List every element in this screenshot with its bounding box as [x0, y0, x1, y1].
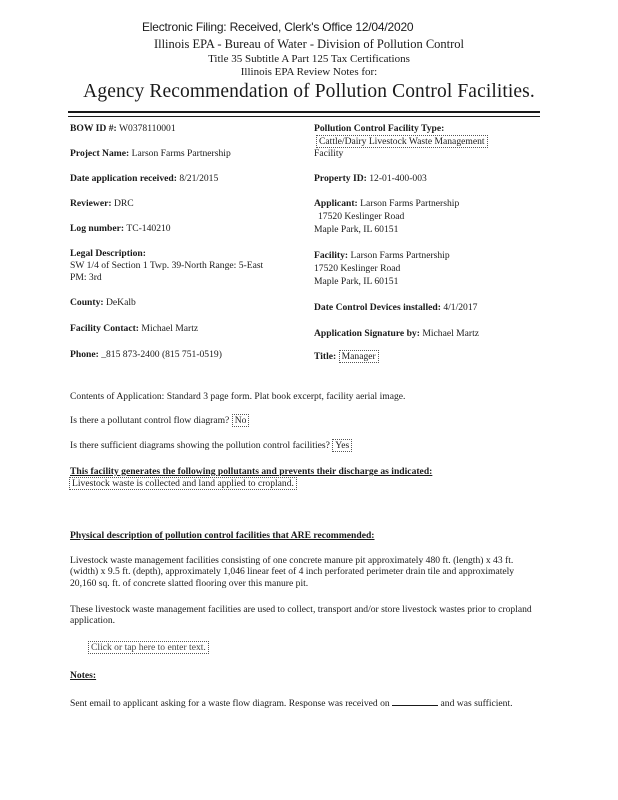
log-number-value: TC-140210	[126, 223, 171, 234]
installed-date-label: Date Control Devices installed:	[314, 302, 441, 313]
physical-description-paragraph-2: These livestock waste management facilities are used to collect, transport and/or store livestock wastes prior to cropland application.	[70, 604, 532, 627]
flow-diagram-question	[70, 415, 249, 426]
physical-description-heading: Physical description of pollution control facilities that ARE recommended:	[70, 530, 375, 541]
title-field	[314, 351, 379, 362]
applicant-field	[314, 198, 459, 209]
contents-of-application: Contents of Application: Standard 3 page form. Plat book excerpt, facility aerial image.	[70, 391, 406, 402]
response-date-blank[interactable]	[392, 697, 438, 706]
header-review-notes-line: Illinois EPA Review Notes for:	[240, 66, 378, 78]
header-title35-line: Title 35 Subtitle A Part 125 Tax Certifications	[208, 53, 410, 65]
log-number-label: Log number:	[70, 223, 125, 234]
legal-description-line1: SW 1/4 of Section 1 Twp. 39-North Range: 5-East	[70, 260, 264, 271]
phone-value: _815 873-2400 (815 751-0519)	[101, 349, 222, 360]
project-name-value: Larson Farms Partnership	[131, 148, 231, 159]
bow-id-value: W0378110001	[118, 123, 176, 134]
facility-type-value-line1[interactable]: Cattle/Dairy Livestock Waste Management	[316, 135, 488, 148]
pollutants-heading: This facility generates the following pollutants and prevents their discharge as indicated:	[70, 466, 433, 477]
notes-text-b: and was sufficient.	[440, 698, 513, 709]
installed-date-value: 4/1/2017	[443, 302, 478, 313]
applicant-line1: Larson Farms Partnership	[360, 198, 460, 209]
title-rule-thin	[68, 116, 540, 117]
pollutants-value[interactable]: Livestock waste is collected and land applied to cropland.	[69, 477, 297, 490]
facility-contact-label: Facility Contact:	[70, 323, 140, 334]
reviewer-field	[70, 198, 134, 209]
bow-id-field	[70, 123, 176, 134]
installed-date-field	[314, 302, 477, 313]
property-id-value: 12-01-400-003	[369, 173, 427, 184]
notes-text-a: Sent email to applicant asking for a waste flow diagram. Response was received on	[70, 698, 390, 709]
diagrams-question	[70, 440, 352, 451]
diagrams-question-text: Is there sufficient diagrams showing the pollution control facilities?	[70, 440, 330, 451]
legal-description-line2: PM: 3rd	[70, 272, 102, 283]
facility-contact-value: Michael Martz	[141, 323, 199, 334]
facility-line3: Maple Park, IL 60151	[314, 276, 399, 287]
county-field	[70, 297, 136, 308]
facility-type-value[interactable]	[316, 136, 488, 147]
date-received-label: Date application received:	[70, 173, 177, 184]
facility-type-label: Pollution Control Facility Type:	[314, 123, 445, 134]
applicant-line3: Maple Park, IL 60151	[314, 224, 399, 235]
county-label: County:	[70, 297, 104, 308]
flow-diagram-question-text: Is there a pollutant control flow diagram?	[70, 415, 230, 426]
phone-label: Phone:	[70, 349, 99, 360]
facility-line1: Larson Farms Partnership	[350, 250, 450, 261]
date-received-field	[70, 173, 218, 184]
log-number-field	[70, 223, 171, 234]
title-value[interactable]: Manager	[339, 350, 379, 363]
header-agency-line: Illinois EPA - Bureau of Water - Division of Pollution Control	[153, 37, 465, 51]
notes-paragraph	[70, 697, 538, 709]
legal-description-label: Legal Description:	[70, 248, 146, 259]
facility-contact-field	[70, 323, 198, 334]
facility-line2: 17520 Keslinger Road	[314, 263, 401, 274]
applicant-line2: 17520 Keslinger Road	[318, 211, 405, 222]
flow-diagram-answer[interactable]: No	[232, 414, 250, 427]
title-rule	[68, 111, 540, 113]
applicant-label: Applicant:	[314, 198, 358, 209]
signature-label: Application Signature by:	[314, 328, 420, 339]
diagrams-answer[interactable]: Yes	[332, 439, 352, 452]
project-name-field	[70, 148, 231, 159]
electronic-filing-stamp: Electronic Filing: Received, Clerk's Office 12/04/2020	[142, 20, 414, 34]
signature-field	[314, 328, 479, 339]
date-received-value: 8/21/2015	[179, 173, 219, 184]
enter-text-field[interactable]	[88, 642, 209, 653]
facility-type-value-line2: Facility	[314, 148, 344, 159]
facility-label: Facility:	[314, 250, 349, 261]
property-id-label: Property ID:	[314, 173, 367, 184]
phone-field	[70, 349, 222, 360]
bow-id-label: BOW ID #:	[70, 123, 117, 134]
page-title: Agency Recommendation of Pollution Control Facilities.	[83, 81, 535, 102]
notes-heading: Notes:	[70, 670, 97, 681]
county-value: DeKalb	[106, 297, 136, 308]
property-id-field	[314, 173, 427, 184]
reviewer-label: Reviewer:	[70, 198, 112, 209]
pollutants-field[interactable]	[69, 478, 297, 489]
signature-value: Michael Martz	[422, 328, 480, 339]
reviewer-value: DRC	[113, 198, 134, 209]
project-name-label: Project Name:	[70, 148, 130, 159]
title-label: Title:	[314, 351, 337, 362]
physical-description-paragraph-1: Livestock waste management facilities consisting of one concrete manure pit approximately 480 ft. (length) x 43 ft. (width) x 9.5 ft. (depth), approximately 1,046 linear feet of 4 inch perforated perimeter drain tile and approximately 20,160 sq. ft. of concrete slatted flooring over this manure pit.	[70, 555, 515, 589]
enter-text-placeholder[interactable]: Click or tap here to enter text.	[88, 641, 209, 654]
facility-field	[314, 250, 450, 261]
